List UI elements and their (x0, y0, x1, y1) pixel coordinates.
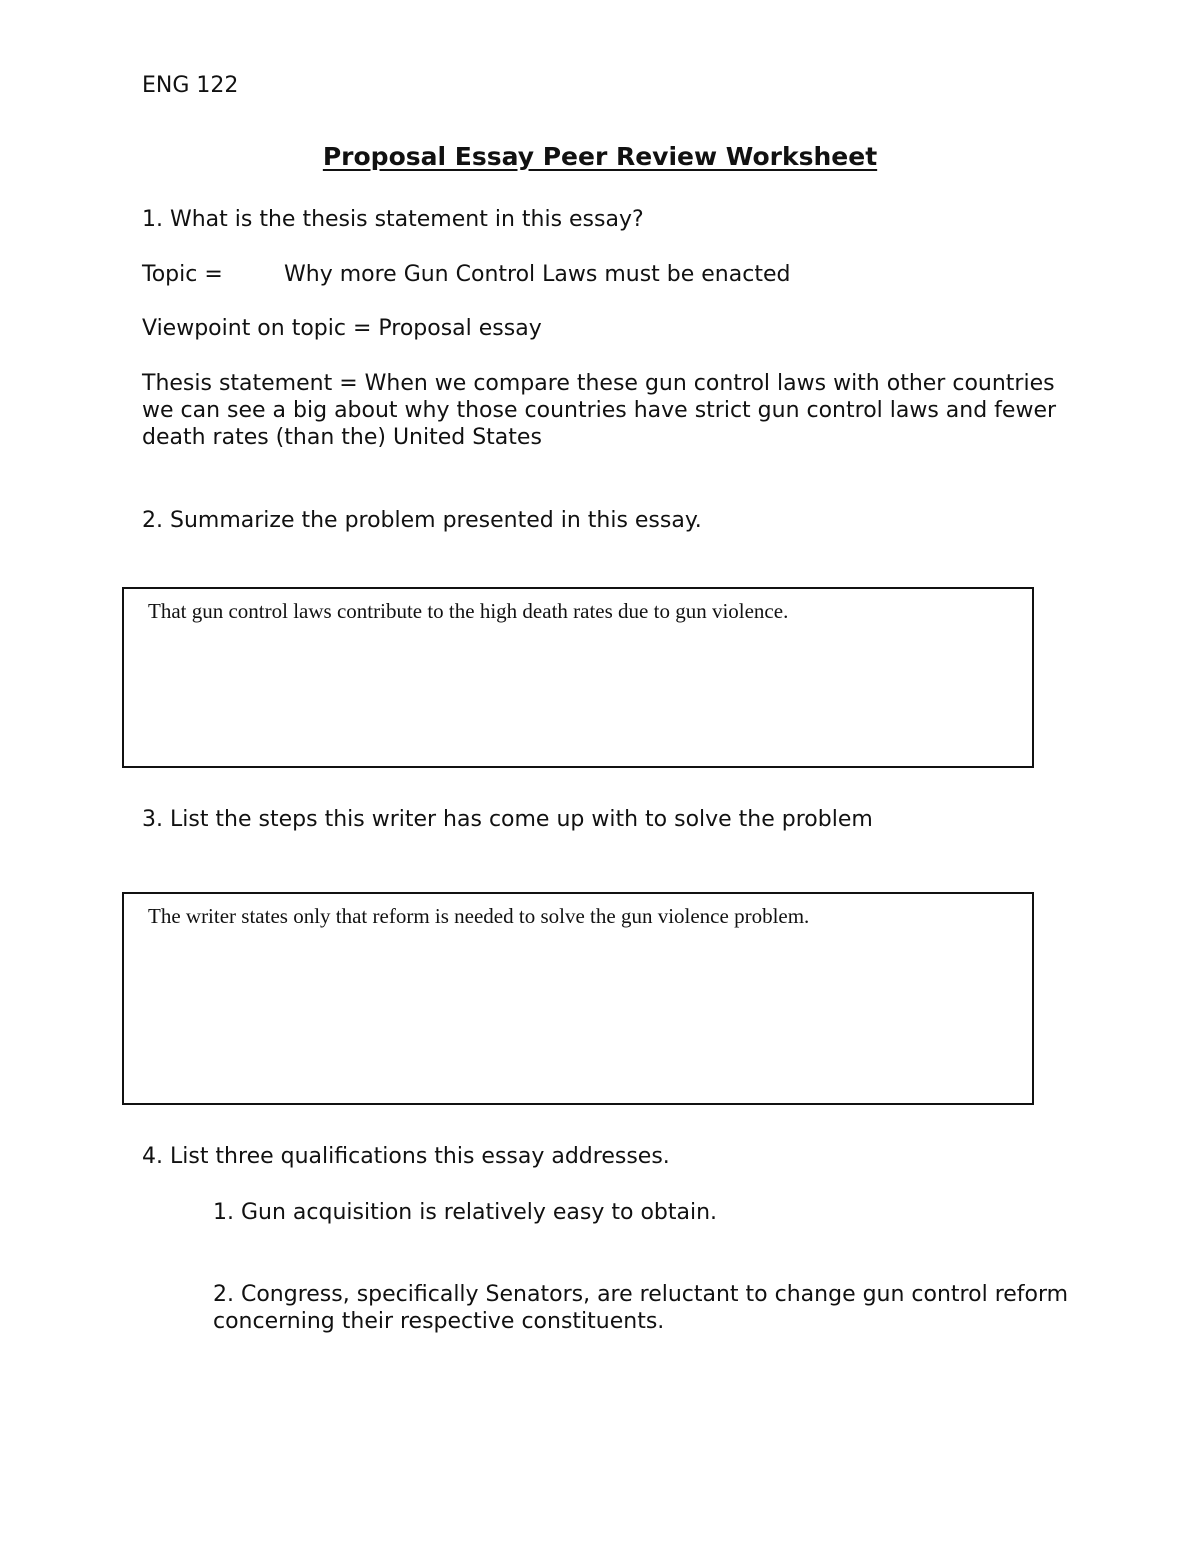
topic-value: Why more Gun Control Laws must be enacted (284, 262, 791, 287)
qualification-item: 1. Gun acquisition is relatively easy to obtain. (213, 1200, 718, 1225)
topic-label: Topic = (142, 262, 223, 287)
course-code: ENG 122 (142, 73, 239, 98)
page-title: Proposal Essay Peer Review Worksheet (322, 142, 878, 171)
qualification-item: 2. Congress, specifically Senators, are reluctant to change gun control reform concerning their respective constituents. (213, 1282, 1069, 1334)
question-4-prompt: 4. List three qualifications this essay addresses. (142, 1144, 670, 1169)
answer-box-2[interactable] (122, 587, 1034, 768)
question-1-prompt: 1. What is the thesis statement in this essay? (142, 207, 644, 232)
answer-3-text: The writer states only that reform is needed to solve the gun violence problem. (148, 904, 810, 928)
question-2-prompt: 2. Summarize the problem presented in this essay. (142, 508, 702, 533)
viewpoint-line: Viewpoint on topic = Proposal essay (142, 316, 542, 341)
answer-box-3[interactable] (122, 892, 1034, 1105)
question-3-prompt: 3. List the steps this writer has come up with to solve the problem (142, 807, 873, 832)
answer-2-text: That gun control laws contribute to the high death rates due to gun violence. (148, 599, 789, 623)
thesis-statement: Thesis statement = When we compare these gun control laws with other countries we can see a big about why those countries have strict gun control laws and fewer death rates (than the) United States (142, 371, 1057, 450)
